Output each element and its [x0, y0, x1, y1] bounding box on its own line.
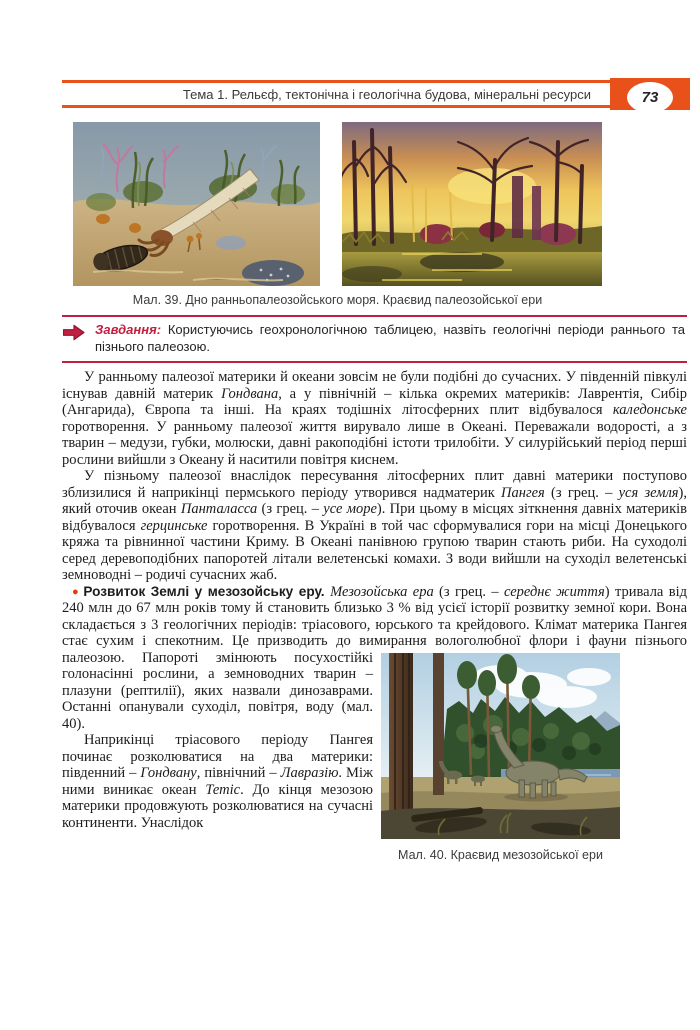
- text-run: ) тривала від 240 млн до 67 млн років тому й становить близько 3 % від усієї історії розвитку земної кори. Вона складається з 3 геологічних періодів: тріасового, юрського та крейдового. Клімат материка Пангея стає сухим і спекотним. Це призводить до вимирання вологолюбної флори і фауни пізнього палеозою.: [62, 583, 687, 666]
- term-gondwana: Гондвану: [140, 765, 197, 781]
- term-hercynian: герцинське: [140, 517, 208, 534]
- section-heading: Розвиток Землі у мезозойську еру.: [83, 583, 331, 599]
- figure-row-39: [73, 122, 700, 286]
- text-run: Наприкінці тріасового періоду Пангея починає розколюватися на два материки: південний –: [62, 732, 373, 781]
- text-run: горотворення. В Україні в той час сформувалися гори на місці Донецького кряжа та рівнинної частини Криму. В Океані панівною групою тварин стають риби. На суходолі серед деревоподібних папоротей літали велетенські комахи. З води вийшли на суходіл велетенські земноводні – родичі сучасних жаб.: [62, 517, 688, 583]
- chapter-title-band: [62, 80, 687, 108]
- fig40-figure: [381, 653, 687, 864]
- text-run: (з грец. –: [433, 583, 504, 600]
- term-tethys: Тетіс: [205, 781, 241, 798]
- fig39-paleozoic-forest-image: [342, 122, 602, 286]
- text-run: ), який оточив океан: [62, 484, 688, 517]
- text-run: (з грец. –: [257, 501, 324, 517]
- term-mesozoic-era: Мезозойська ера: [330, 583, 434, 600]
- fig40-mesozoic-image: [381, 653, 620, 839]
- chapter-title: Тема 1. Рельєф, тектонічна і геологічна будова, мінеральні ресурси: [182, 86, 591, 102]
- text-run: У пізньому палеозої внаслідок пересування літосферних плит давні материки поступово зблизилися й наприкінці пермського періоду утворився надматерик: [62, 468, 687, 501]
- page-number: 73: [641, 88, 659, 106]
- fig40-caption: Мал. 40. Краєвид мезозойської ери: [398, 847, 603, 862]
- text-run: У ранньому палеозої материки й океани зовсім не були подібні до сучасних. У південній півкулі існував давній материк: [62, 369, 687, 402]
- paragraph-late-paleozoic: [62, 468, 687, 584]
- term-all-sea: усе море: [323, 501, 377, 517]
- term-laurasia: Лавразію: [280, 765, 339, 781]
- text-run: ). При цьому в місцях зіткнення давніх материків відбувалося: [62, 501, 687, 534]
- fig39-sea-floor-image: [73, 122, 320, 286]
- fig39-caption: Мал. 39. Дно ранньопалеозойського моря. Краєвид палеозойської ери: [132, 293, 543, 307]
- task-label: Завдання:: [95, 322, 162, 337]
- term-pangea: Пангея: [501, 484, 545, 501]
- page-number-block: [610, 78, 690, 110]
- text-run: . До кінця мезозою материки продовжують розколюватися на сучасні континенти. Унаслідок: [62, 781, 374, 831]
- term-all-earth: уся земля: [618, 484, 679, 501]
- term-middle-life: середнє життя: [503, 583, 605, 600]
- page-header: [62, 80, 687, 110]
- task-arrow-icon: [62, 323, 86, 342]
- task-text-block: [95, 322, 685, 355]
- text-run: , північний –: [196, 765, 281, 781]
- text-run: Папороті змінюють посухостійкі голонасінні рослини, а земноводних тварин – плазуни (рептилії), яких назвали динозаврами. Останні опанували суходіл, повітря, воду (мал. 40).: [62, 649, 373, 732]
- term-caledonian: каледонське: [612, 402, 687, 418]
- text-run: горотворення. У ранньому палеозої життя вирувало лише в Океані. Переважали водорості, а з тварин – медузи, губки, молюски, давні ракоподібні істоти трилобіти. У силурійський період перші рослини вийшли з Океану й наситили повітря киснем.: [62, 418, 687, 468]
- task-box: [62, 315, 687, 363]
- body-text: [62, 369, 688, 862]
- term-gondwana: Гондвана: [221, 385, 279, 402]
- page-number-oval: [627, 82, 673, 113]
- task-text: Користуючись геохронологічною таблицею, назвіть геологічні періоди раннього та пізнього палеозою.: [95, 322, 685, 354]
- text-run: . Між ними виникає океан: [62, 765, 373, 798]
- paragraph-early-paleozoic: [62, 369, 687, 468]
- text-run: (з грец. –: [544, 484, 619, 501]
- term-panthalassa: Панталасса: [180, 501, 258, 517]
- bullet-icon: ●: [72, 585, 84, 598]
- text-run: , а у північній – кілька окремих материків: Лаврентія, Сибір (Ангарида), Європа та інші. На краях тодішніх літосферних плит відбувалося: [62, 385, 687, 418]
